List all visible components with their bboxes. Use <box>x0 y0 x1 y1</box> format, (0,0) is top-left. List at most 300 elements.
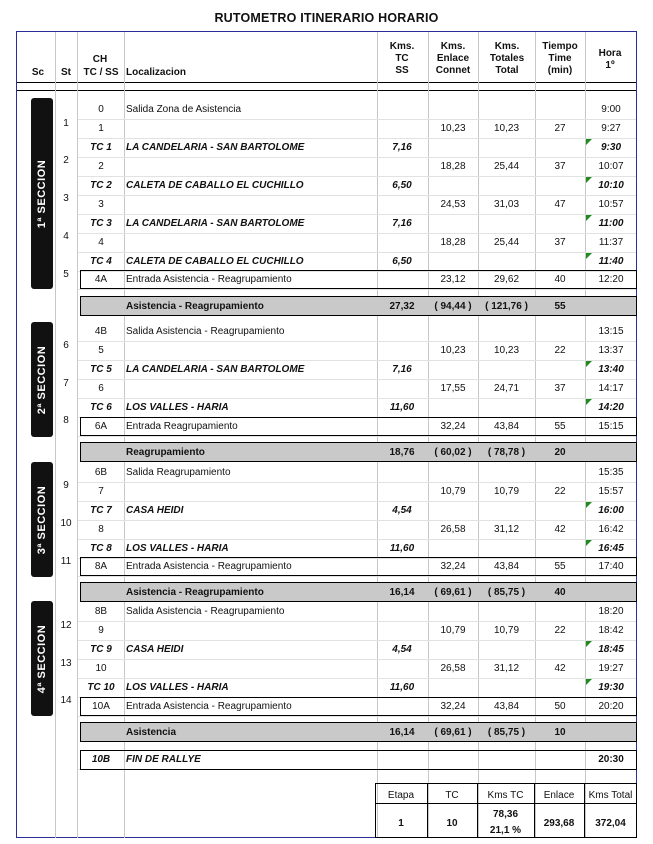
table-row <box>16 270 637 289</box>
hora-cell: 20:30 <box>598 754 624 765</box>
ch-cell: TC 8 <box>90 543 112 554</box>
ch-cell: 3 <box>98 199 104 210</box>
totales-cell: 10,23 <box>493 345 520 356</box>
hora-cell: 10:10 <box>598 180 624 191</box>
location-cell <box>126 119 376 138</box>
table-row <box>16 100 637 119</box>
enlace-cell: 32,24 <box>440 561 466 572</box>
tiempo-cell <box>535 463 585 482</box>
totales-cell: 10,79 <box>493 625 520 636</box>
tiempo-cell: 22 <box>554 625 566 636</box>
hora-cell <box>585 443 637 462</box>
totals-kmstotal-label: Kms Total <box>588 790 633 801</box>
hora-cell: 14:17 <box>598 383 624 394</box>
enlace-cell <box>428 501 478 520</box>
hora-cell: 14:20 <box>598 402 624 413</box>
hora-cell: 18:42 <box>598 625 624 636</box>
tiempo-cell: 55 <box>554 301 566 312</box>
location-cell <box>126 341 376 360</box>
totales-cell: 43,84 <box>493 561 520 572</box>
hora-cell: 10:07 <box>598 161 624 172</box>
stage-number: 10 <box>60 518 72 529</box>
hora-cell: 9:30 <box>600 142 621 153</box>
tiempo-cell <box>535 640 585 659</box>
ch-cell: TC 4 <box>90 256 112 267</box>
totals-etapa-value: 1 <box>398 818 404 829</box>
hora-cell: 19:30 <box>598 682 624 693</box>
totales-cell <box>478 602 535 621</box>
stage-number: 13 <box>60 658 72 669</box>
enlace-cell: ( 94,44 ) <box>434 301 472 312</box>
location-cell <box>126 233 376 252</box>
section-label-3: 3ª SECCION <box>36 485 48 554</box>
ch-cell: 8 <box>98 524 104 535</box>
location-cell: Entrada Asistencia - Reagrupamiento <box>126 701 292 712</box>
totales-cell: 10,79 <box>493 486 520 497</box>
hora-cell: 15:15 <box>598 421 624 432</box>
kms-tc-cell: 16,14 <box>389 587 415 598</box>
location-cell: CASA HEIDI <box>126 644 184 655</box>
totals-kmstc-pct: 21,1 % <box>489 825 522 836</box>
enlace-cell <box>428 322 478 341</box>
location-cell <box>126 195 376 214</box>
totals-enlace-value: 293,68 <box>543 818 575 829</box>
stage-number: 14 <box>60 695 72 706</box>
kms-tc-cell: 11,60 <box>389 402 415 413</box>
tiempo-cell <box>535 360 585 379</box>
kms-tc-cell <box>377 697 427 716</box>
ch-cell: 8A <box>94 561 108 572</box>
kms-tc-cell: 6,50 <box>392 180 412 191</box>
kms-tc-cell: 27,32 <box>389 301 415 312</box>
ch-cell: 10B <box>91 754 111 765</box>
hora-cell: 9:00 <box>601 104 621 115</box>
enlace-cell: 18,28 <box>440 161 466 172</box>
header-divider <box>17 82 636 83</box>
enlace-cell <box>428 360 478 379</box>
tiempo-cell: 37 <box>554 383 566 394</box>
kms-tc-cell <box>377 750 427 769</box>
kms-tc-cell <box>377 520 427 539</box>
tiempo-cell: 42 <box>554 524 566 535</box>
hora-cell: 15:57 <box>598 486 624 497</box>
tiempo-cell: 40 <box>554 274 566 285</box>
kms-tc-cell <box>377 417 427 436</box>
ch-cell: 9 <box>98 625 104 636</box>
enlace-cell: 26,58 <box>440 663 466 674</box>
hora-cell: 12:20 <box>598 274 624 285</box>
kms-tc-cell: 7,16 <box>392 142 412 153</box>
totales-cell <box>478 501 535 520</box>
kms-tc-cell <box>377 270 427 289</box>
table-row <box>16 501 637 520</box>
enlace-cell: ( 60,02 ) <box>434 447 472 458</box>
location-cell <box>126 659 376 678</box>
kms-tc-cell <box>377 602 427 621</box>
enlace-cell: 17,55 <box>440 383 466 394</box>
table-row <box>16 723 637 742</box>
totales-cell: 10,23 <box>493 123 520 134</box>
kms-tc-cell <box>377 557 427 576</box>
enlace-cell: 26,58 <box>440 524 466 535</box>
location-cell <box>126 379 376 398</box>
ch-cell: TC 5 <box>90 364 112 375</box>
table-row <box>16 482 637 501</box>
header-hora: Hora 1º <box>598 48 622 71</box>
location-cell: Asistencia - Reagrupamiento <box>126 587 264 598</box>
enlace-cell <box>428 252 478 271</box>
location-cell: Salida Asistencia - Reagrupamiento <box>126 326 285 337</box>
ch-cell <box>78 297 124 316</box>
table-row <box>16 463 637 482</box>
kms-tc-cell: 18,76 <box>389 447 415 458</box>
tiempo-cell <box>535 252 585 271</box>
ch-cell: 2 <box>98 161 104 172</box>
tiempo-cell <box>535 539 585 558</box>
totales-cell: 31,12 <box>493 524 520 535</box>
table-row <box>16 341 637 360</box>
enlace-cell <box>428 678 478 697</box>
kms-tc-cell: 7,16 <box>392 364 412 375</box>
enlace-cell: 10,79 <box>440 625 466 636</box>
stage-number: 4 <box>63 231 69 242</box>
tiempo-cell <box>535 214 585 233</box>
ch-cell <box>78 443 124 462</box>
totales-cell <box>478 463 535 482</box>
enlace-cell: ( 69,61 ) <box>434 727 472 738</box>
ch-cell: TC 2 <box>90 180 112 191</box>
hora-cell: 9:27 <box>601 123 621 134</box>
ch-cell: TC 3 <box>90 218 112 229</box>
table-row <box>16 195 637 214</box>
enlace-cell <box>428 214 478 233</box>
enlace-cell: 24,53 <box>440 199 466 210</box>
kms-tc-cell <box>377 157 427 176</box>
table-row <box>16 520 637 539</box>
stage-number: 5 <box>63 269 69 280</box>
stage-number: 7 <box>63 378 69 389</box>
tiempo-cell: 55 <box>554 561 566 572</box>
hora-cell <box>585 723 637 742</box>
totales-cell: ( 85,75 ) <box>487 587 526 598</box>
enlace-cell <box>428 640 478 659</box>
table-row <box>16 252 637 271</box>
hora-cell: 10:57 <box>598 199 624 210</box>
hora-cell <box>585 583 637 602</box>
tiempo-cell <box>535 322 585 341</box>
table-row <box>16 176 637 195</box>
location-cell: FIN DE RALLYE <box>126 754 201 765</box>
location-cell: Salida Reagrupamiento <box>126 467 231 478</box>
ch-cell: 7 <box>98 486 104 497</box>
header-st: St <box>61 67 71 78</box>
table-row <box>16 233 637 252</box>
hora-cell: 15:35 <box>598 467 624 478</box>
kms-tc-cell: 6,50 <box>392 256 412 267</box>
totales-cell <box>478 322 535 341</box>
location-cell: LOS VALLES - HARIA <box>126 543 229 554</box>
table-row <box>16 697 637 716</box>
kms-tc-cell <box>377 195 427 214</box>
hora-cell: 19:27 <box>598 663 624 674</box>
hora-cell: 11:37 <box>598 237 624 248</box>
row-separator <box>78 576 636 577</box>
location-cell: LOS VALLES - HARIA <box>126 682 229 693</box>
kms-tc-cell <box>377 482 427 501</box>
hora-cell <box>585 297 637 316</box>
totales-cell: 31,03 <box>493 199 520 210</box>
section-label-1: 1ª SECCION <box>36 159 48 228</box>
table-row <box>16 659 637 678</box>
table-row <box>16 417 637 436</box>
location-cell: CALETA DE CABALLO EL CUCHILLO <box>126 256 304 267</box>
ch-cell <box>78 583 124 602</box>
totales-cell <box>478 214 535 233</box>
tiempo-cell <box>535 602 585 621</box>
totales-cell <box>478 539 535 558</box>
totales-cell: ( 78,78 ) <box>487 447 526 458</box>
kms-tc-cell <box>377 233 427 252</box>
table-row <box>16 214 637 233</box>
totals-enlace-label: Enlace <box>543 790 575 801</box>
ch-cell: 0 <box>98 104 104 115</box>
tiempo-cell: 37 <box>554 237 566 248</box>
totales-cell: ( 121,76 ) <box>485 301 528 312</box>
kms-tc-cell <box>377 322 427 341</box>
kms-tc-cell <box>377 621 427 640</box>
tiempo-cell <box>535 678 585 697</box>
enlace-cell: 32,24 <box>440 421 466 432</box>
header-enlace: Kms. Enlace Connet <box>435 41 471 76</box>
tiempo-cell: 22 <box>554 486 566 497</box>
hora-cell: 11:00 <box>598 218 624 229</box>
header-ch-sub: TC / SS <box>83 67 119 78</box>
header-divider-2 <box>17 90 636 91</box>
kms-tc-cell: 7,16 <box>392 218 412 229</box>
totals-kmstotal-value: 372,04 <box>595 818 626 829</box>
totales-cell: 31,12 <box>493 663 520 674</box>
enlace-cell <box>428 176 478 195</box>
totales-cell: ( 85,75 ) <box>487 727 526 738</box>
hora-cell: 17:40 <box>598 561 624 572</box>
ch-cell <box>78 723 124 742</box>
location-cell: Reagrupamiento <box>126 447 205 458</box>
totales-cell <box>478 360 535 379</box>
ch-cell: 8B <box>94 606 108 617</box>
enlace-cell: 18,28 <box>440 237 466 248</box>
totales-cell <box>478 100 535 119</box>
enlace-cell: 10,23 <box>440 123 466 134</box>
tiempo-cell <box>535 750 585 769</box>
tiempo-cell: 40 <box>554 587 566 598</box>
table-row <box>16 621 637 640</box>
stage-number: 1 <box>63 118 69 129</box>
section-label-2: 2ª SECCION <box>36 345 48 414</box>
totales-cell: 43,84 <box>493 421 520 432</box>
tiempo-cell: 27 <box>554 123 566 134</box>
ch-cell: 4B <box>94 326 108 337</box>
location-cell: Asistencia - Reagrupamiento <box>126 301 264 312</box>
row-separator <box>78 716 636 717</box>
enlace-cell <box>428 750 478 769</box>
stage-number: 6 <box>63 340 69 351</box>
location-cell <box>126 157 376 176</box>
kms-tc-cell <box>377 379 427 398</box>
table-row <box>16 360 637 379</box>
kms-tc-cell <box>377 100 427 119</box>
hora-cell: 20:20 <box>598 701 624 712</box>
section-label-4: 4ª SECCION <box>36 624 48 693</box>
ch-cell: TC 9 <box>90 644 112 655</box>
table-row <box>16 557 637 576</box>
enlace-cell <box>428 398 478 417</box>
tiempo-cell: 22 <box>554 345 566 356</box>
tiempo-cell <box>535 138 585 157</box>
kms-tc-cell: 4,54 <box>392 505 412 516</box>
table-row <box>16 398 637 417</box>
hora-cell: 13:37 <box>598 345 624 356</box>
kms-tc-cell <box>377 119 427 138</box>
kms-tc-cell: 11,60 <box>389 682 415 693</box>
location-cell: LA CANDELARIA - SAN BARTOLOME <box>126 364 305 375</box>
ch-cell: 6 <box>98 383 104 394</box>
location-cell: Entrada Asistencia - Reagrupamiento <box>126 274 292 285</box>
enlace-cell: 23,12 <box>440 274 466 285</box>
kms-tc-cell: 4,54 <box>392 644 412 655</box>
location-cell <box>126 520 376 539</box>
table-row <box>16 678 637 697</box>
row-separator <box>78 436 636 437</box>
table-row <box>16 138 637 157</box>
tiempo-cell <box>535 100 585 119</box>
totals-etapa-label: Etapa <box>387 790 415 801</box>
totales-cell <box>478 252 535 271</box>
tiempo-cell: 50 <box>554 701 566 712</box>
table-row <box>16 539 637 558</box>
location-cell: Asistencia <box>126 727 177 738</box>
totales-cell: 29,62 <box>493 274 520 285</box>
ch-cell: 10 <box>95 663 107 674</box>
hora-cell: 11:40 <box>598 256 624 267</box>
ch-cell: TC 10 <box>87 682 115 693</box>
enlace-cell <box>428 602 478 621</box>
kms-tc-cell <box>377 341 427 360</box>
totals-kmstc-value: 78,36 <box>492 809 519 820</box>
totales-cell: 25,44 <box>493 237 520 248</box>
stage-number: 3 <box>63 193 69 204</box>
location-cell: CASA HEIDI <box>126 505 184 516</box>
header-kms-tc: Kms. TC SS <box>389 41 415 76</box>
hora-cell: 16:45 <box>598 543 624 554</box>
stage-number: 2 <box>63 155 69 166</box>
ch-cell: 5 <box>98 345 104 356</box>
ch-cell: TC 6 <box>90 402 112 413</box>
stage-number: 8 <box>63 415 69 426</box>
tiempo-cell <box>535 501 585 520</box>
table-row <box>16 640 637 659</box>
hora-cell: 13:15 <box>598 326 624 337</box>
totales-cell: 25,44 <box>493 161 520 172</box>
table-row <box>16 322 637 341</box>
table-row <box>16 379 637 398</box>
hora-cell: 13:40 <box>598 364 624 375</box>
header-ch: CH <box>92 54 108 65</box>
kms-tc-cell: 11,60 <box>389 543 415 554</box>
totales-cell <box>478 640 535 659</box>
totals-tc-value: 10 <box>446 818 458 829</box>
totals-tc-label: TC <box>445 790 459 801</box>
table-row <box>16 443 637 462</box>
header-localizacion: Localizacion <box>126 67 187 78</box>
location-cell: Entrada Asistencia - Reagrupamiento <box>126 561 292 572</box>
totals-kmstc-label: Kms TC <box>487 790 524 801</box>
location-cell: Salida Zona de Asistencia <box>126 104 242 115</box>
location-cell: LA CANDELARIA - SAN BARTOLOME <box>126 218 305 229</box>
location-cell <box>126 482 376 501</box>
page-title: RUTOMETRO ITINERARIO HORARIO <box>214 11 439 25</box>
ch-cell: 10A <box>92 701 110 712</box>
ch-cell: TC 1 <box>90 142 112 153</box>
tiempo-cell: 55 <box>554 421 566 432</box>
tiempo-cell: 42 <box>554 663 566 674</box>
enlace-cell <box>428 138 478 157</box>
enlace-cell: 10,79 <box>440 486 466 497</box>
stage-number: 9 <box>63 480 69 491</box>
enlace-cell: 10,23 <box>440 345 466 356</box>
kms-tc-cell <box>377 659 427 678</box>
enlace-cell <box>428 463 478 482</box>
totales-cell <box>478 750 535 769</box>
table-row <box>16 750 637 769</box>
stage-number: 12 <box>60 620 72 631</box>
ch-cell: 1 <box>98 123 104 134</box>
tiempo-cell <box>535 176 585 195</box>
tiempo-cell: 20 <box>554 447 566 458</box>
totales-cell <box>478 398 535 417</box>
tiempo-cell: 47 <box>554 199 566 210</box>
location-cell: Entrada Reagrupamiento <box>126 421 238 432</box>
header-totales: Kms. Totales Total <box>489 41 525 76</box>
table-row <box>16 297 637 316</box>
location-cell: LOS VALLES - HARIA <box>126 402 229 413</box>
ch-cell: 4 <box>98 237 104 248</box>
stage-number: 11 <box>60 556 72 567</box>
location-cell: LA CANDELARIA - SAN BARTOLOME <box>126 142 305 153</box>
totales-cell <box>478 176 535 195</box>
row-separator <box>78 289 636 290</box>
hora-cell: 18:20 <box>598 606 624 617</box>
enlace-cell <box>428 539 478 558</box>
ch-cell: 4A <box>94 274 108 285</box>
enlace-cell <box>428 100 478 119</box>
ch-cell: 6A <box>94 421 108 432</box>
location-cell: Salida Asistencia - Reagrupamiento <box>126 606 285 617</box>
enlace-cell: 32,24 <box>440 701 466 712</box>
location-cell: CALETA DE CABALLO EL CUCHILLO <box>126 180 304 191</box>
ch-cell: 6B <box>94 467 108 478</box>
totales-cell <box>478 678 535 697</box>
hora-cell: 16:00 <box>598 505 624 516</box>
tiempo-cell: 10 <box>554 727 566 738</box>
header-sc: Sc <box>31 67 45 78</box>
table-row <box>16 119 637 138</box>
ch-cell: TC 7 <box>90 505 112 516</box>
header-tiempo: Tiempo Time (min) <box>542 41 578 76</box>
table-row <box>16 157 637 176</box>
kms-tc-cell <box>377 463 427 482</box>
kms-tc-cell: 16,14 <box>389 727 415 738</box>
tiempo-cell: 37 <box>554 161 566 172</box>
